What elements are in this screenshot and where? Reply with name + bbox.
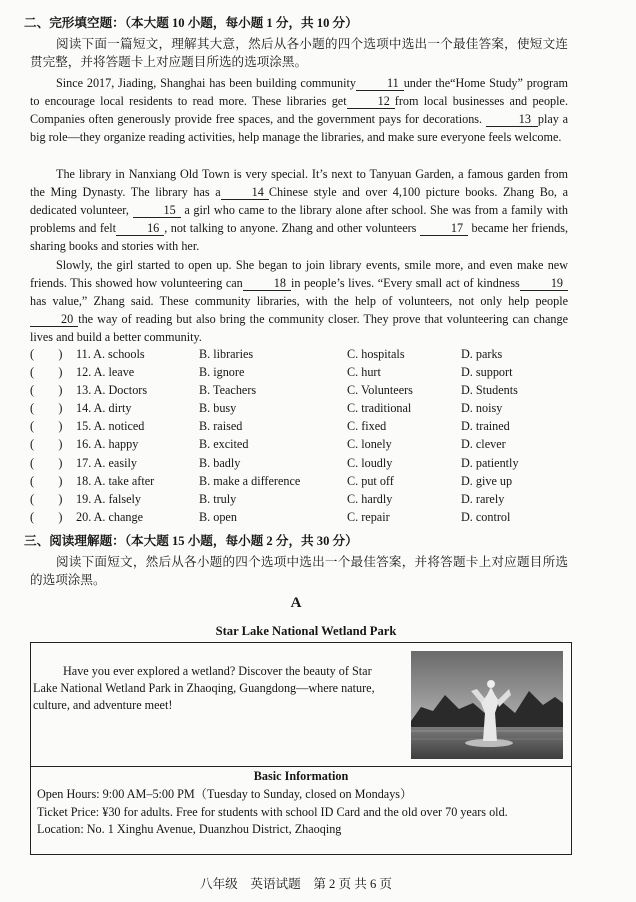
section3-title: 三、阅读理解题：（本大题 15 小题，每小题 2 分，共 30 分） — [24, 534, 358, 548]
blank-16: 16 — [116, 222, 164, 236]
option-b: B. ignore — [199, 365, 245, 380]
option-row — [30, 363, 590, 381]
options-table — [30, 345, 590, 526]
blank-19: 19 — [520, 277, 568, 291]
option-b: B. badly — [199, 455, 241, 470]
option-row — [30, 472, 590, 490]
option-row — [30, 490, 590, 508]
passage-a-title: Star Lake National Wetland Park — [215, 624, 397, 638]
info-box — [30, 642, 572, 855]
option-b: B. busy — [199, 401, 237, 416]
answer-bracket: ( ) — [30, 455, 63, 470]
answer-bracket: ( ) — [30, 365, 63, 380]
blank-13: 13 — [486, 113, 538, 127]
passage-paragraph-2: The library in Nanxiang Old Town is very special. It’s next to Tanyuan Garden, a famous garden from the Ming Dynasty. The library has a 14 Chinese style and over 4,100 picture books. Zhang Bo, a dedicated volunteer, 15 a girl who came to the library alone after school. She was from a family with problems and felt 16 , not talking to anyone. Zhang and other volunteers 17 became her friends, sharing books and stories with her. — [30, 167, 569, 254]
option-c: C. traditional — [347, 401, 412, 416]
blank-18: 18 — [243, 277, 291, 291]
answer-bracket: ( ) — [30, 509, 63, 524]
option-b: B. raised — [199, 419, 243, 434]
option-a: 14. A. dirty — [76, 401, 132, 416]
blank-12: 12 — [347, 95, 395, 109]
wetland-statue-photo — [411, 651, 563, 759]
option-c: C. fixed — [347, 419, 387, 434]
location: Location: No. 1 Xinghu Avenue, Duanzhou District, Zhaoqing — [37, 822, 342, 837]
open-hours: Open Hours: 9:00 AM–5:00 PM（Tuesday to Sunday, closed on Mondays） — [37, 787, 413, 801]
option-d: D. Students — [461, 383, 518, 398]
option-row — [30, 345, 590, 363]
option-a: 13. A. Doctors — [76, 383, 148, 398]
ticket-price: Ticket Price: ¥30 for adults. Free for students with school ID Card and the old over 70 years old. — [37, 804, 508, 819]
option-c: C. loudly — [347, 455, 393, 470]
section2-instruction: 阅读下面一篇短文，理解其大意，然后从各小题的四个选项中选出一个最佳答案，使短文连贯完整，并将答题卡上对应题目所选的选项涂黑。 — [30, 37, 568, 70]
option-a: 19. A. falsely — [76, 491, 141, 506]
blank-20: 20 — [30, 313, 78, 327]
option-row — [30, 435, 590, 453]
option-c: C. Volunteers — [347, 383, 413, 398]
option-a: 20. A. change — [76, 509, 144, 524]
intro-text: Have you ever explored a wetland? Discover the beauty of Star Lake National Wetland Park in Zhaoqing, Guangdong—where nature, culture, and adventure meet! — [33, 664, 375, 712]
answer-bracket: ( ) — [30, 383, 63, 398]
option-d: D. clever — [461, 437, 506, 452]
option-b: B. make a difference — [199, 473, 301, 488]
section3-instruction: 阅读下面短文，然后从各小题的四个选项中选出一个最佳答案，并将答题卡上对应题目所选的选项涂黑。 — [30, 555, 568, 588]
option-b: B. open — [199, 509, 237, 524]
option-a: 12. A. leave — [76, 365, 135, 380]
answer-bracket: ( ) — [30, 491, 63, 506]
option-c: C. hurt — [347, 365, 381, 380]
option-row — [30, 508, 590, 526]
passage-paragraph-1: Since 2017, Jiading, Shanghai has been building community 11 under the“Home Study” program to encourage local residents to read more. These libraries get 12 from local businesses and people. Companies often generously provide free spaces, and the government pays for decorations. 13 play a big role—they organize reading activities, help manage the libraries, and make sure everyone feels welcome. — [30, 76, 568, 145]
answer-bracket: ( ) — [30, 347, 63, 361]
option-b: B. libraries — [199, 347, 254, 361]
blank-15: 15 — [133, 204, 181, 218]
option-d: D. support — [461, 365, 513, 380]
option-c: C. lonely — [347, 437, 392, 452]
option-d: D. control — [461, 509, 511, 524]
answer-bracket: ( ) — [30, 401, 63, 416]
option-b: B. truly — [199, 491, 237, 506]
option-d: D. trained — [461, 419, 510, 434]
option-c: C. put off — [347, 473, 394, 488]
option-d: D. parks — [461, 347, 503, 361]
blank-11: 11 — [356, 77, 404, 91]
option-c: C. hospitals — [347, 347, 405, 361]
option-d: D. noisy — [461, 401, 503, 416]
basic-info-text — [37, 786, 567, 839]
option-a: 16. A. happy — [76, 437, 139, 452]
box-divider — [31, 766, 571, 767]
option-d: D. patiently — [461, 455, 519, 470]
section2-title: 二、完形填空题：（本大题 10 小题，每小题 1 分，共 10 分） — [24, 16, 358, 30]
option-row — [30, 399, 590, 417]
blank-14: 14 — [221, 186, 269, 200]
option-d: D. rarely — [461, 491, 505, 506]
basic-info-heading: Basic Information — [253, 769, 349, 783]
passage-paragraph-3: Slowly, the girl started to open up. She began to join library events, smile more, and even make new friends. This showed how volunteering can 18 in people’s lives. “Every small act of kindness 19has value,” Zhang said. These community libraries, with the help of volunteers, not only help people20 the way of reading but also bring the community closer. They prove that volunteering can change lives and build a better community. — [30, 258, 568, 345]
page-footer: 八年级 英语试题 第 2 页 共 6 页 — [199, 877, 393, 891]
passage-a-label: A — [290, 595, 302, 611]
option-row — [30, 454, 590, 472]
option-a: 11. A. schools — [76, 347, 145, 361]
option-a: 18. A. take after — [76, 473, 155, 488]
option-a: 17. A. easily — [76, 455, 137, 470]
option-row — [30, 417, 590, 435]
option-c: C. repair — [347, 509, 390, 524]
blank-17: 17 — [420, 222, 468, 236]
option-c: C. hardly — [347, 491, 393, 506]
answer-bracket: ( ) — [30, 437, 63, 452]
option-d: D. give up — [461, 473, 513, 488]
answer-bracket: ( ) — [30, 419, 63, 434]
option-a: 15. A. noticed — [76, 419, 145, 434]
option-row — [30, 381, 590, 399]
option-b: B. Teachers — [199, 383, 257, 398]
option-b: B. excited — [199, 437, 249, 452]
answer-bracket: ( ) — [30, 473, 63, 488]
